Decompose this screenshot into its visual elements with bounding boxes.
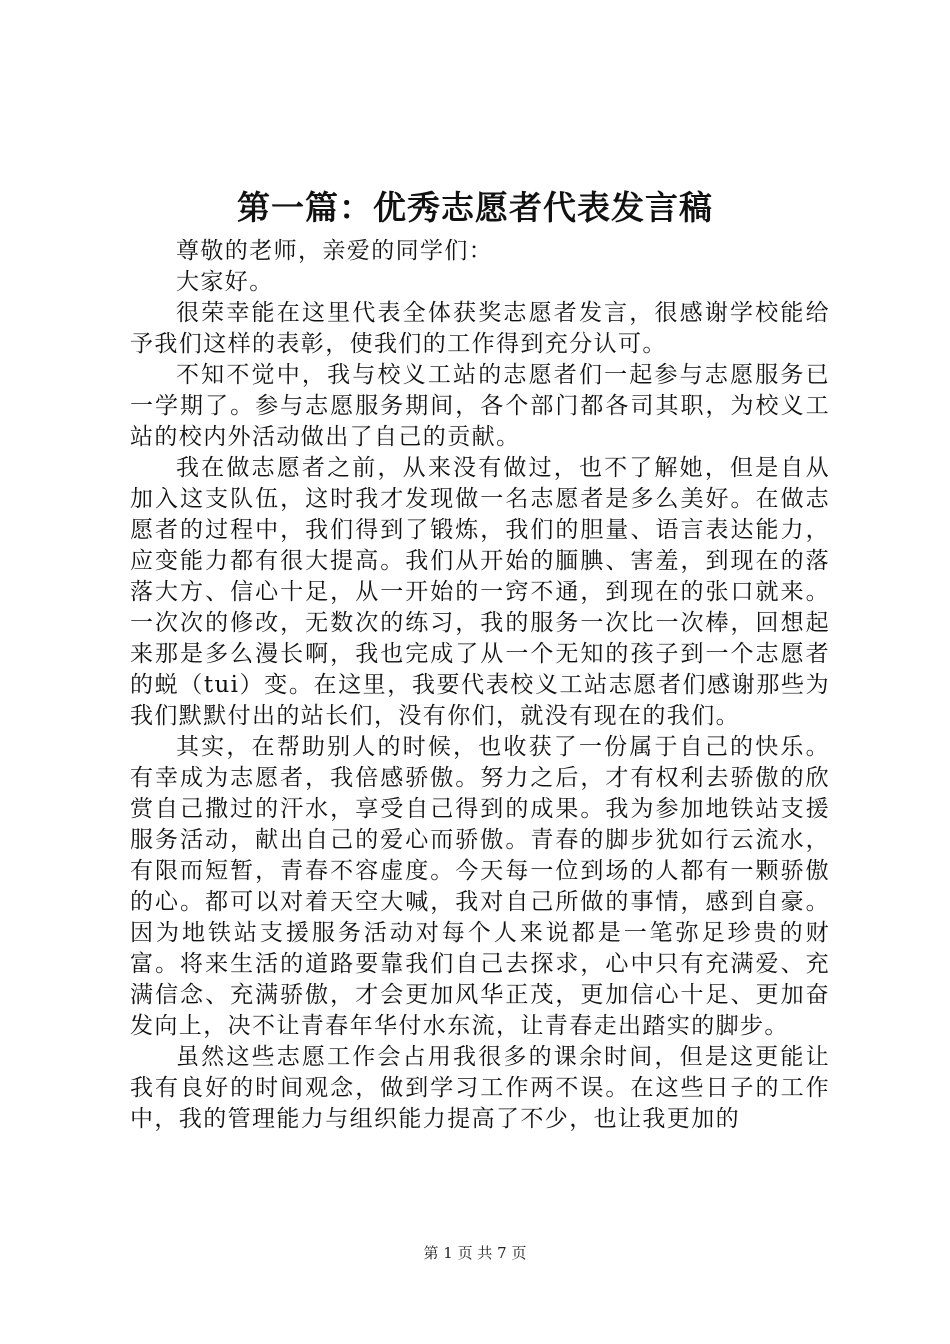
paragraph: 不知不觉中，我与校义工站的志愿者们一起参与志愿服务已一学期了。参与志愿服务期间，各个部门都各司其职，为校义工站的校内外活动做出了自己的贡献。 [130,362,830,450]
paragraph: 我在做志愿者之前，从来没有做过，也不了解她，但是自从加入这支队伍，这时我才发现做一名志愿者是多么美好。在做志愿者的过程中，我们得到了锻炼，我们的胆量、语言表达能力，应变能力都有很大提高。我们从开始的腼腆、害羞，到现在的落落大方、信心十足，从一开始的一窍不通，到现在的张口就来。一次次的修改，无数次的练习，我的服务一次比一次棒，回想起来那是多么漫长啊，我也完成了从一个无知的孩子到一个志愿者的蜕（tui）变。在这里，我要代表校义工站志愿者们感谢那些为我们默默付出的站长们，没有你们，就没有现在的我们。 [130,455,830,729]
document-title: 第一篇：优秀志愿者代表发言稿 [237,188,713,227]
paragraph: 虽然这些志愿工作会占用我很多的课余时间，但是这更能让我有良好的时间观念，做到学习工作两不误。在这些日子的工作中，我的管理能力与组织能力提高了不少，也让我更加的 [130,1044,830,1132]
greeting: 大家好。 [176,269,274,295]
salutation: 尊敬的老师，亲爱的同学们： [176,238,494,264]
paragraph: 其实，在帮助别人的时候，也收获了一份属于自己的快乐。有幸成为志愿者，我倍感骄傲。努力之后，才有权利去骄傲的欣赏自己撒过的汗水，享受自己得到的成果。我为参加地铁站支援服务活动，献出自己的爱心而骄傲。青春的脚步犹如行云流水，有限而短暂，青春不容虚度。今天每一位到场的人都有一颗骄傲的心。都可以对着天空大喊，我对自己所做的事情，感到自豪。因为地铁站支援服务活动对每个人来说都是一笔弥足珍贵的财富。将来生活的道路要靠我们自己去探求，心中只有充满爱、充满信念、充满骄傲，才会更加风华正茂，更加信心十足、更加奋发向上，决不让青春年华付水东流，让青春走出踏实的脚步。 [130,734,830,1039]
document-body [130,236,830,1135]
page-number-footer: 第 1 页 共 7 页 [423,1244,527,1262]
paragraph: 很荣幸能在这里代表全体获奖志愿者发言，很感谢学校能给予我们这样的表彰，使我们的工作得到充分认可。 [130,300,830,357]
